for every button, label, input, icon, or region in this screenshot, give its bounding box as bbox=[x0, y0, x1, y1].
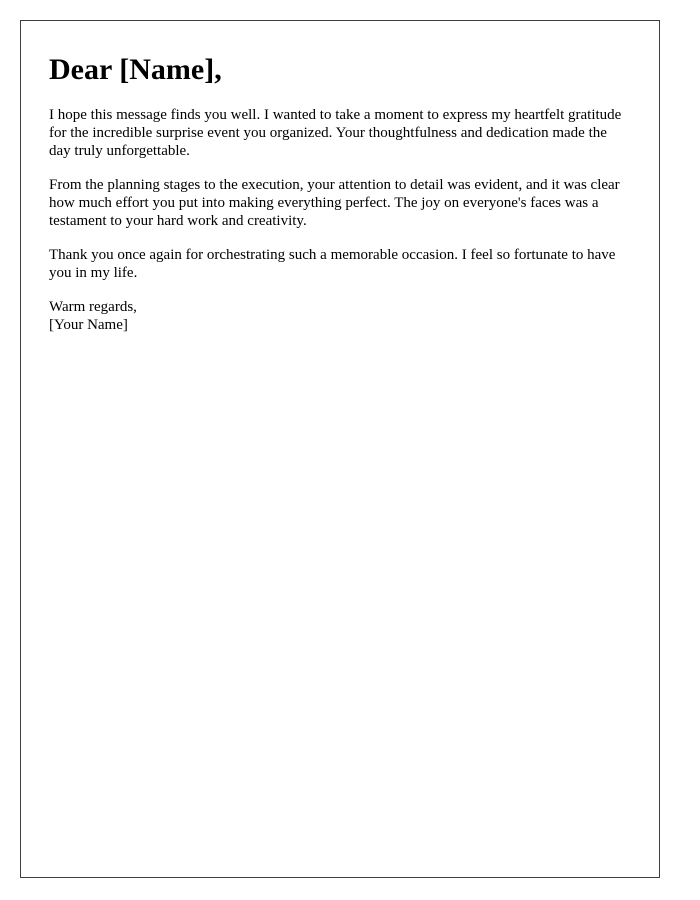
salutation-heading: Dear [Name], bbox=[49, 53, 222, 86]
signature-line: [Your Name] bbox=[49, 317, 128, 333]
closing-block bbox=[49, 298, 631, 334]
closing-line: Warm regards, bbox=[49, 299, 137, 315]
letter-page bbox=[20, 20, 660, 878]
letter-paragraph-1: I hope this message finds you well. I wanted to take a moment to express my heartfelt gratitude for the incredible surprise event you organized. Your thoughtfulness and dedication made the day truly unforgettable. bbox=[49, 107, 622, 159]
letter-paragraph-3: Thank you once again for orchestrating such a memorable occasion. I feel so fortunate to have you in my life. bbox=[49, 247, 616, 281]
letter-paragraph-2: From the planning stages to the execution, your attention to detail was evident, and it was clear how much effort you put into making everything perfect. The joy on everyone's faces was a testament to your hard work and creativity. bbox=[49, 177, 620, 229]
